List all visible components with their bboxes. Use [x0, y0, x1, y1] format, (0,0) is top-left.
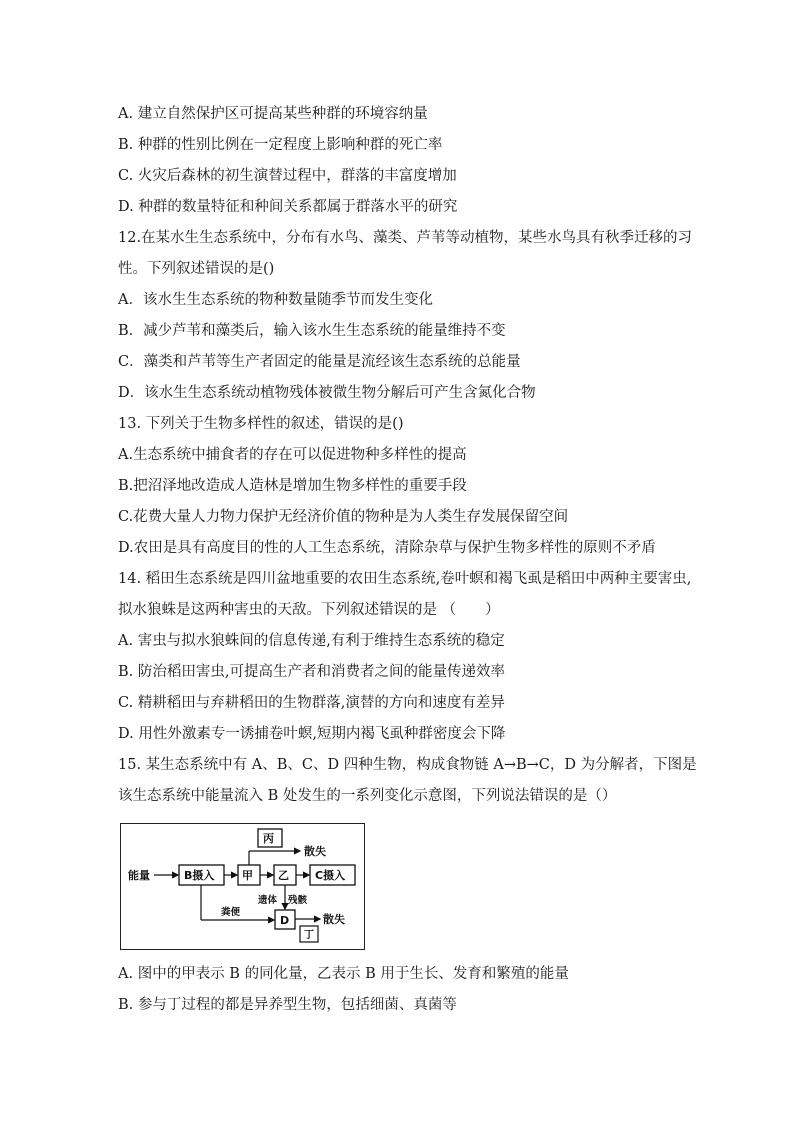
label-lost-top: 散失	[304, 845, 326, 858]
label-energy: 能量	[128, 869, 150, 882]
option-12d: D．该水生生态系统动植物残体被微生物分解后可产生含氮化合物	[118, 385, 536, 401]
question-12-stem-cont: 性。下列叙述错误的是()	[118, 261, 275, 277]
label-b-intake: B摄入	[184, 869, 215, 882]
question-12-stem: 12.在某水生生态系统中，分布有水鸟、藻类、芦苇等动植物，某些水鸟具有秋季迁移的习	[118, 230, 693, 246]
option-11b: B. 种群的性别比例在一定程度上影响种群的死亡率	[118, 137, 443, 153]
label-lost-bottom: 散失	[323, 913, 345, 926]
label-feces: 粪便	[221, 907, 241, 918]
label-ding: 丁	[304, 930, 314, 941]
label-debris: 残骸	[288, 895, 308, 906]
option-11a: A. 建立自然保护区可提高某些种群的环境容纳量	[118, 106, 428, 122]
option-12b: B．减少芦苇和藻类后，输入该水生生态系统的能量维持不变	[118, 323, 506, 339]
option-12c: C．藻类和芦苇等生产者固定的能量是流经该生态系统的总能量	[118, 354, 521, 370]
option-14c: C. 精耕稻田与弃耕稻田的生物群落,演替的方向和速度有差异	[118, 695, 505, 711]
label-remains: 遗体	[258, 895, 278, 906]
option-11d: D. 种群的数量特征和种间关系都属于群落水平的研究	[118, 199, 458, 215]
label-jia: 甲	[242, 869, 253, 882]
question-14-stem-cont: 拟水狼蛛是这两种害虫的天敌。下列叙述错误的是 （ ）	[118, 602, 500, 618]
option-13d: D.农田是具有高度目的性的人工生态系统，清除杂草与保护生物多样性的原则不矛盾	[118, 540, 656, 556]
option-13c: C.花费大量人力物力保护无经济价值的物种是为人类生存发展保留空间	[118, 509, 569, 525]
option-11c: C. 火灾后森林的初生演替过程中，群落的丰富度增加	[118, 168, 457, 184]
label-yi: 乙	[278, 869, 289, 882]
option-12a: A．该水生生态系统的物种数量随季节而发生变化	[118, 292, 433, 308]
label-c-intake: C摄入	[315, 869, 346, 882]
energy-flow-diagram	[120, 823, 365, 950]
label-bing: 丙	[263, 832, 274, 845]
diagram-frame	[121, 824, 365, 950]
label-d: D	[280, 914, 290, 927]
option-14a: A. 害虫与拟水狼蛛间的信息传递,有利于维持生态系统的稳定	[118, 633, 505, 649]
question-14-stem: 14. 稻田生态系统是四川盆地重要的农田生态系统,卷叶螟和褐飞虱是稻田中两种主要害虫,	[118, 571, 692, 587]
option-15b: B. 参与丁过程的都是异养型生物，包括细菌、真菌等	[118, 997, 457, 1013]
option-15a: A. 图中的甲表示 B 的同化量，乙表示 B 用于生长、发育和繁殖的能量	[118, 966, 569, 982]
option-13a: A.生态系统中捕食者的存在可以促进物种多样性的提高	[118, 447, 467, 463]
question-13-stem: 13. 下列关于生物多样性的叙述，错误的是()	[118, 416, 404, 432]
option-14d: D. 用性外激素专一诱捕卷叶螟,短期内褐飞虱种群密度会下降	[118, 726, 506, 742]
option-13b: B.把沼泽地改造成人造林是增加生物多样性的重要手段	[118, 478, 467, 494]
question-15-stem-cont: 该生态系统中能量流入 B 处发生的一系列变化示意图，下列说法错误的是（）	[118, 788, 617, 804]
option-14b: B. 防治稻田害虫,可提高生产者和消费者之间的能量传递效率	[118, 664, 505, 680]
question-15-stem: 15. 某生态系统中有 A、B、C、D 四种生物，构成食物链 A→B→C，D 为分解者，下图是	[118, 757, 697, 773]
